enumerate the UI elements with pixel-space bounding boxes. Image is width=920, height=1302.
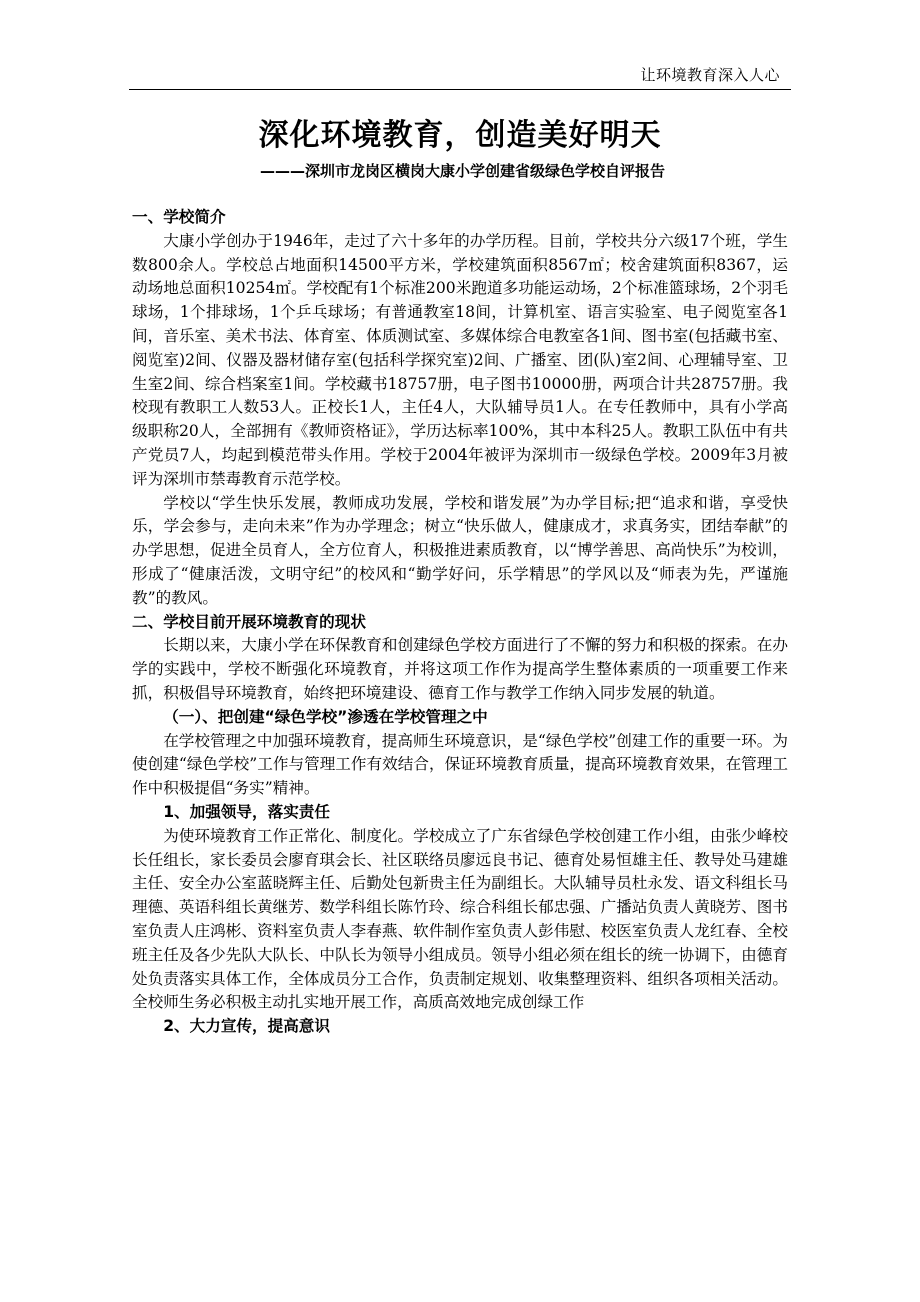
running-header: 让环境教育深入人心 [640, 66, 780, 84]
paragraph: 大康小学创办于1946年，走过了六十多年的办学历程。目前，学校共分六级17个班，学生数800余人。学校总占地面积14500平方米，学校建筑面积8567㎡；校舍建筑面积8367，运动场地总面积10254㎡。学校配有1个标准200米跑道多功能运动场，2个标准篮球场，2个羽毛球场，1个排球场，1个乒乓球场；有普通教室18间，计算机室、语言实验室、电子阅览室各1间，音乐室、美术书法、体育室、体质测试室、多媒体综合电教室各1间、图书室(包括藏书室、阅览室)2间、仪器及器材储存室(包括科学探究室)2间、广播室、团(队)室2间、心理辅导室、卫生室2间、综合档案室1间。学校藏书18757册，电子图书10000册，两项合计共28757册。我校现有教职工人数53人。正校长1人，主任4人，大队辅导员1人。在专任教师中，具有小学高级职称20人，全部拥有《教师资格证》，学历达标率100%，其中本科25人。教职工队伍中有共产党员7人，均起到模范带头作用。学校于2004年被评为深圳市一级绿色学校。2009年3月被评为深圳市禁毒教育示范学校。 [132, 231, 788, 488]
document-subtitle: ———深圳市龙岗区横岗大康小学创建省级绿色学校自评报告 [260, 162, 666, 180]
item-heading-publicity: 2、大力宣传，提高意识 [163, 1017, 330, 1036]
document-body [132, 206, 788, 1039]
section-heading-env-education-status: 二、学校目前开展环境教育的现状 [132, 612, 366, 631]
header-divider [129, 89, 791, 90]
paragraph: 学校以“学生快乐发展，教师成功发展，学校和谐发展”为办学目标;把“追求和谐，享受快乐，学会参与，走向未来”作为办学理念；树立“快乐做人，健康成才，求真务实，团结奉献”的办学思想，促进全员育人，全方位育人，积极推进素质教育，以“博学善思、高尚快乐”为校训，形成了“健康活泼，文明守纪”的校风和“勤学好问，乐学精思”的学风以及“师表为先，严谨施教”的教风。 [132, 493, 788, 607]
subsection-heading-green-school-management: （一）、把创建“绿色学校”渗透在学校管理之中 [163, 707, 488, 726]
paragraph: 长期以来，大康小学在环保教育和创建绿色学校方面进行了不懈的努力和积极的探索。在办学的实践中，学校不断强化环境教育，并将这项工作作为提高学生整体素质的一项重要工作来抓，积极倡导环境教育，始终把环境建设、德育工作与教学工作纳入同步发展的轨道。 [132, 636, 788, 702]
paragraph: 在学校管理之中加强环境教育，提高师生环境意识，是“绿色学校”创建工作的重要一环。为使创建“绿色学校”工作与管理工作有效结合，保证环境教育质量，提高环境教育效果，在管理工作中积极提倡“务实”精神。 [132, 731, 788, 798]
paragraph: 为使环境教育工作正常化、制度化。学校成立了广东省绿色学校创建工作小组，由张少峰校长任组长，家长委员会廖育琪会长、社区联络员廖远良书记、德育处易恒雄主任、教导处马建雄主任、安全办公室蓝晓辉主任、后勤处包新贵主任为副组长。大队辅导员杜永发、语文科组长马理德、英语科组长黄继芳、数学科组长陈竹玲、综合科组长郁忠强、广播站负责人黄晓芳、图书室负责人庄鸿彬、资料室负责人李春燕、软件制作室负责人彭伟慰、校医室负责人龙红春、全校班主任及各少先队大队长、中队长为领导小组成员。领导小组必须在组长的统一协调下，由德育处负责落实具体工作，全体成员分工合作，负责制定规划、收集整理资料、组织各项相关活动。全校师生务必积极主动扎实地开展工作，高质高效地完成创绿工作 [132, 826, 788, 1012]
item-heading-leadership: 1、加强领导，落实责任 [163, 802, 330, 821]
document-title: 深化环境教育，创造美好明天 [258, 118, 662, 153]
section-heading-school-intro: 一、学校简介 [132, 208, 226, 226]
